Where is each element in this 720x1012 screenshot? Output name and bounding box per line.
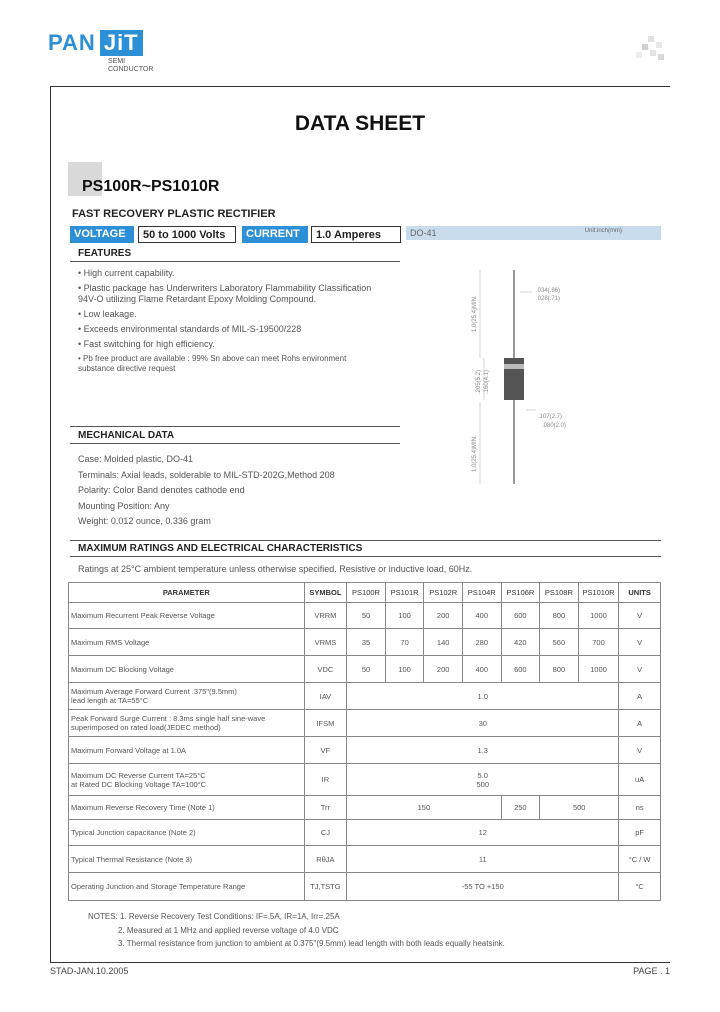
frame-left-rule <box>50 86 51 962</box>
cell-value: 5.0 500 <box>347 764 619 796</box>
cell-symbol: TJ,TSTG <box>304 873 347 901</box>
feature-item: • Plastic package has Underwriters Laboratory Flammability Classification 94V-O utilizing Flame Retardant Epoxy Molding Compound. <box>78 283 372 304</box>
cell-symbol: Trr <box>304 796 347 820</box>
feature-item: • Low leakage. <box>78 309 137 319</box>
cell-value: 280 <box>462 629 501 656</box>
cell-value: 50 <box>347 603 386 629</box>
cell-param: Maximum Recurrent Peak Reverse Voltage <box>69 603 305 629</box>
package-label: DO-41 <box>406 226 661 240</box>
table-header: PS100R <box>347 583 386 603</box>
cell-unit: pF <box>619 820 661 846</box>
product-subtitle: FAST RECOVERY PLASTIC RECTIFIER <box>72 208 276 220</box>
ratings-heading: MAXIMUM RATINGS AND ELECTRICAL CHARACTERISTICS <box>78 543 363 554</box>
brand-sub-line2: CONDUCTOR <box>108 66 154 73</box>
dim-body-dia2: .080(2.0) <box>542 423 567 429</box>
dim-body-len: .205(5.2) <box>476 369 482 394</box>
cell-param: Operating Junction and Storage Temperature Range <box>69 873 305 901</box>
cell-value: -55 TO +150 <box>347 873 619 901</box>
features-list <box>78 268 383 374</box>
brand-name-jit: JiT <box>100 30 143 56</box>
cell-value: 12 <box>347 820 619 846</box>
cell-param: Typical Junction capacitance (Note 2) <box>69 820 305 846</box>
table-header: PS104R <box>462 583 501 603</box>
spec-table <box>68 582 661 901</box>
voltage-value: 50 to 1000 Volts <box>138 226 236 243</box>
decorative-squares-icon <box>636 36 666 66</box>
cell-value: 35 <box>347 629 386 656</box>
cell-param: Maximum Reverse Recovery Time (Note 1) <box>69 796 305 820</box>
dim-lead-dia: .034(.86) <box>536 288 561 294</box>
cell-value: 100 <box>385 656 424 683</box>
frame-top-rule <box>50 86 670 87</box>
note-2: 2. Measured at 1 MHz and applied reverse voltage of 4.0 VDC <box>118 926 339 935</box>
cell-value: 700 <box>578 629 619 656</box>
cell-value: 140 <box>424 629 463 656</box>
cell-unit: A <box>619 683 661 710</box>
cell-value: 1000 <box>578 603 619 629</box>
brand-sub-line1: SEMI <box>108 58 126 65</box>
feature-item: • High current capability. <box>78 268 175 278</box>
page-title: DATA SHEET <box>294 112 426 135</box>
table-header: PS106R <box>501 583 540 603</box>
table-row <box>69 656 661 683</box>
cell-param: Typical Thermal Resistance (Note 3) <box>69 846 305 873</box>
dim-lead-len: 1.0(25.4)MIN. <box>472 295 478 332</box>
cell-value: 600 <box>501 603 540 629</box>
brand-logo <box>48 30 143 56</box>
brand-subtitle <box>108 58 153 74</box>
mechanical-item: Terminals: Axial leads, solderable to MIL-STD-202G,Method 208 <box>78 469 335 480</box>
do41-package-drawing <box>440 262 600 487</box>
cell-symbol: IFSM <box>304 710 347 737</box>
cell-symbol: CJ <box>304 820 347 846</box>
features-heading: FEATURES <box>78 248 132 259</box>
cell-unit: °C / W <box>619 846 661 873</box>
cathode-band <box>504 364 524 369</box>
cell-value: 100 <box>385 603 424 629</box>
cell-value: 600 <box>501 656 540 683</box>
cell-unit: V <box>619 603 661 629</box>
cell-param: Maximum RMS Voltage <box>69 629 305 656</box>
cell-unit: ns <box>619 796 661 820</box>
cell-param: Maximum DC Blocking Voltage <box>69 656 305 683</box>
voltage-label: VOLTAGE <box>70 226 134 243</box>
ratings-top-rule <box>70 540 661 541</box>
cell-value: 70 <box>385 629 424 656</box>
mechanical-top-rule <box>70 426 400 427</box>
dim-lead-len2: 1.0(25.4)MIN. <box>472 435 478 472</box>
table-header: PS101R <box>385 583 424 603</box>
table-header: PS108R <box>540 583 579 603</box>
part-number: PS100R~PS1010R <box>82 178 220 195</box>
cell-unit: °C <box>619 873 661 901</box>
table-row <box>69 683 661 710</box>
table-header-row <box>69 583 661 603</box>
cell-symbol: VRMS <box>304 629 347 656</box>
ratings-rule <box>70 556 661 557</box>
frame-bottom-rule <box>50 962 670 963</box>
table-header: SYMBOL <box>304 583 347 603</box>
cell-value: 50 <box>347 656 386 683</box>
table-header: PARAMETER <box>69 583 305 603</box>
cell-symbol: VRRM <box>304 603 347 629</box>
cell-value: 200 <box>424 656 463 683</box>
mechanical-rule <box>70 443 400 444</box>
cell-value: 1.0 <box>347 683 619 710</box>
cell-unit: uA <box>619 764 661 796</box>
mechanical-item: Case: Molded plastic, DO-41 <box>78 454 194 464</box>
mechanical-item: Weight: 0.012 ounce, 0.336 gram <box>78 516 211 526</box>
cell-value: 560 <box>540 629 579 656</box>
mechanical-heading: MECHANICAL DATA <box>78 430 175 441</box>
dim-body-len2: .160(4.1) <box>484 369 490 394</box>
cell-value: 150 <box>347 796 501 820</box>
current-label: CURRENT <box>242 226 308 243</box>
table-row <box>69 796 661 820</box>
feature-item: • Fast switching for high efficiency. <box>78 339 215 349</box>
dim-lead-dia2: .028(.71) <box>536 296 561 302</box>
cell-value: 400 <box>462 603 501 629</box>
table-row <box>69 710 661 737</box>
cell-value: 1000 <box>578 656 619 683</box>
cell-param: Maximum DC Reverse Current TA=25°C at Rated DC Blocking Voltage TA=100°C <box>69 764 305 796</box>
mechanical-item: Polarity: Color Band denotes cathode end <box>78 485 245 495</box>
feature-item: • Pb free product are available : 99% Sn above can meet Rohs environment substance directive request <box>78 354 347 373</box>
cell-param: Peak Forward Surge Current : 8.3ms single half sine-wave superimposed on rated load(JEDEC method) <box>69 710 305 737</box>
cell-unit: V <box>619 737 661 764</box>
ratings-note: Ratings at 25°C ambient temperature unless otherwise specified. Resistive or inductive load, 60Hz. <box>78 564 473 574</box>
cell-value: 11 <box>347 846 619 873</box>
cell-value: 400 <box>462 656 501 683</box>
table-row <box>69 846 661 873</box>
cell-value: 420 <box>501 629 540 656</box>
feature-item: • Exceeds environmental standards of MIL-S-19500/228 <box>78 324 302 334</box>
cell-symbol: IAV <box>304 683 347 710</box>
cell-unit: A <box>619 710 661 737</box>
cell-symbol: VF <box>304 737 347 764</box>
table-row <box>69 603 661 629</box>
cell-unit: V <box>619 629 661 656</box>
table-row <box>69 737 661 764</box>
dim-body-dia: .107(2.7) <box>538 414 563 420</box>
cell-symbol: IR <box>304 764 347 796</box>
cell-param: Maximum Forward Voltage at 1.0A <box>69 737 305 764</box>
cell-value: 500 <box>540 796 619 820</box>
cell-unit: V <box>619 656 661 683</box>
cell-value: 250 <box>501 796 540 820</box>
cell-value: 200 <box>424 603 463 629</box>
cell-param: Maximum Average Forward Current .375"(9.5mm) lead length at TA=55°C <box>69 683 305 710</box>
cell-value: 800 <box>540 656 579 683</box>
table-header: PS102R <box>424 583 463 603</box>
cell-symbol: VDC <box>304 656 347 683</box>
features-rule <box>70 261 400 262</box>
brand-name-pan: PAN <box>48 30 96 55</box>
note-1: NOTES: 1. Reverse Recovery Test Conditions: IF=.5A, IR=1A, Irr=.25A <box>88 912 340 921</box>
table-row <box>69 629 661 656</box>
unit-note: Unit:inch(mm) <box>584 228 622 234</box>
footer-date: STAD-JAN.10.2005 <box>50 966 129 976</box>
cell-value: 800 <box>540 603 579 629</box>
note-3: 3. Thermal resistance from junction to ambient at 0.375"(9.5mm) lead length with both leads equally heatsink. <box>118 939 505 948</box>
table-row <box>69 820 661 846</box>
table-header: PS1010R <box>578 583 619 603</box>
current-value: 1.0 Amperes <box>311 226 401 243</box>
table-header: UNITS <box>619 583 661 603</box>
mechanical-item: Mounting Position: Any <box>78 500 170 511</box>
cell-value: 1.3 <box>347 737 619 764</box>
mechanical-list <box>78 452 335 530</box>
cell-value: 30 <box>347 710 619 737</box>
footer-page: PAGE . 1 <box>633 966 670 976</box>
table-row <box>69 873 661 901</box>
cell-symbol: RθJA <box>304 846 347 873</box>
table-row <box>69 764 661 796</box>
